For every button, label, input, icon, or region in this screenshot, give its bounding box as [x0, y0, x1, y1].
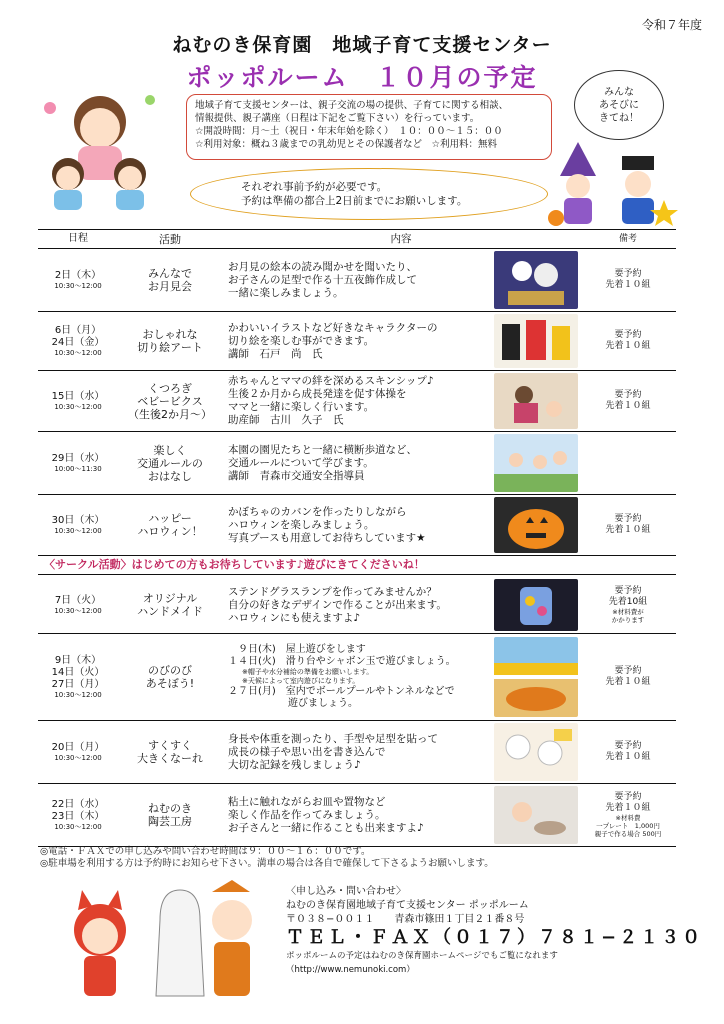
- fiscal-year: 令和７年度: [641, 18, 702, 32]
- contact-url[interactable]: （http://www.nemunoki.com）: [286, 965, 415, 975]
- pumpkin-bag-photo: [494, 497, 578, 553]
- table-row: 22日（水） 23日（木） 10:30〜12:00 ねむのき 陶芸工房 粘土に触れながらお皿や置物など 楽しく作品を作ってみましょう。 お子さんと一緒に作ることも出来ますよ♪ 要予約 先着１０組 ※材料費 一プレート 1,000円 親子で作る場合 500円: [38, 784, 676, 847]
- baby-exercise-photo: [494, 373, 578, 429]
- table-row: 6日（月） 24日（金） 10:30〜12:00 おしゃれな 切り絵アート かわいいイラストなど好きなキャラクターの 切り絵を楽しむ事ができます。 講師 石戸 尚 氏 要予約 先着１０組: [38, 312, 676, 371]
- invite-bubble: みんな あそびに きてね！: [574, 70, 664, 140]
- contact-block: [286, 885, 703, 977]
- center-name: ねむのき保育園 地域子育て支援センター: [172, 34, 552, 56]
- halloween-characters-illustration: [60, 880, 260, 1010]
- handprint-record-photo: [494, 723, 578, 781]
- table-header: 日程 活動 内容 備考: [38, 230, 676, 249]
- notes: ◎電話・ＦＡＸでの申し込みや問い合わせ時間は９：００〜１６：００です。 ◎駐車場を利用する方は予約時にお知らせ下さい。満車の場合は各自で確保して下さるようお願いします。: [40, 846, 494, 869]
- contact-org: ねむのき保育園地域子育て支援センター ポッポルーム: [286, 900, 529, 911]
- play-photos: [494, 637, 578, 717]
- reservation-notice: それぞれ事前予約が必要です。 予約は準備の都合上2日前までにお願いします。: [190, 168, 548, 220]
- moon-viewing-photo: [494, 251, 578, 309]
- table-row: 7日（火） 10:30〜12:00 オリジナル ハンドメイド ステンドグラスランプを作ってみませんか？ 自分の好きなデザインで作ることが出来ます。 ハロウィンにも使えますよ♪ 要予約 先着10組 ※材料費が かかります: [38, 577, 676, 634]
- circle-schedule-table: [38, 577, 676, 847]
- table-row: 29日（水） 10:00〜11:30 楽しく 交通ルールの おはなし 本園の園児たちと一緒に横断歩道など、 交通ルールについて学びます。 講師 青森市交通安全指導員: [38, 432, 676, 495]
- table-row: 20日（月） 10:30〜12:00 すくすく 大きくなーれ 身長や体重を測ったり、手型や足型を貼って 成長の様子や思い出を書き込んで 大切な記録を残しましょう♪ 要予約 先着１０組: [38, 721, 676, 784]
- contact-address: 〒０３８−００１１ 青森市篠田１丁目２１番８号: [286, 914, 525, 925]
- schedule-table: [38, 229, 676, 556]
- traffic-rules-photo: [494, 434, 578, 492]
- stained-glass-lamp-photo: [494, 579, 578, 631]
- table-row: 15日（水） 10:30〜12:00 くつろぎ ベビービクス （生後2か月〜） 赤ちゃんとママの絆を深めるスキンシップ♪ 生後２か月から成長発達を促す体操を ママと一緒に楽しく行います。 助産師 古川 久子 氏 要予約 先着１０組: [38, 371, 676, 432]
- teacher-children-illustration: [38, 82, 168, 212]
- table-row: 30日（木） 10:30〜12:00 ハッピー ハロウィン！ かぼちゃのカバンを作ったりしながら ハロウィンを楽しみましょう。 写真ブースも用意してお待ちしています★ 要予約 先着１０組: [38, 495, 676, 556]
- pottery-workshop-photo: [494, 786, 578, 844]
- halloween-kids-illustration: [548, 140, 678, 228]
- paper-cut-art-photo: [494, 314, 578, 368]
- contact-heading: 〈申し込み・問い合わせ〉: [286, 886, 406, 897]
- table-row: 2日（木） 10:30〜12:00 みんなで お月見会 お月見の絵本の読み聞かせを聞いたり、 お子さんの足型で作る十五夜飾作成して 一緒に楽しみましょう。 要予約 先着１０組: [38, 249, 676, 312]
- contact-web-note: ポッポルームの予定はねむのき保育園ホームページでもご覧になれます: [286, 951, 558, 961]
- table-row: 9日（木） 14日（火） 27日（月） 10:30〜12:00 のびのび あそぼう! ９日(木) 屋上遊びをします １４日(火) 滑り台やシャボン玉で遊びましょう。 ※帽子や水分補給の準備をお願いします。 ※天候によって室内遊びになります。 ２７日(月) 室内でボールプールやトンネルなどで 遊びましょう。 要予約 先着１０組: [38, 634, 676, 721]
- circle-activity-banner: 〈サークル活動〉はじめての方もお待ちしています♪遊びにきてくださいね！: [38, 553, 676, 575]
- center-info-box: 地域子育て支援センターは、親子交流の場の提供、子育てに関する相談、 情報提供、親子講座（日程は下記をご覧下さい）を行っています。 ☆開設時間：月〜土（祝日・年末年始を除く） １０：００〜１５：００ ☆利用対象：概ね３歳までの乳幼児とその保護者など ☆利用料：無料: [186, 94, 552, 160]
- page-title: ポッポルーム １０月の予定: [186, 63, 538, 92]
- contact-phone: ＴＥＬ・ＦＡＸ（０１７）７８１−２１３０: [286, 927, 704, 948]
